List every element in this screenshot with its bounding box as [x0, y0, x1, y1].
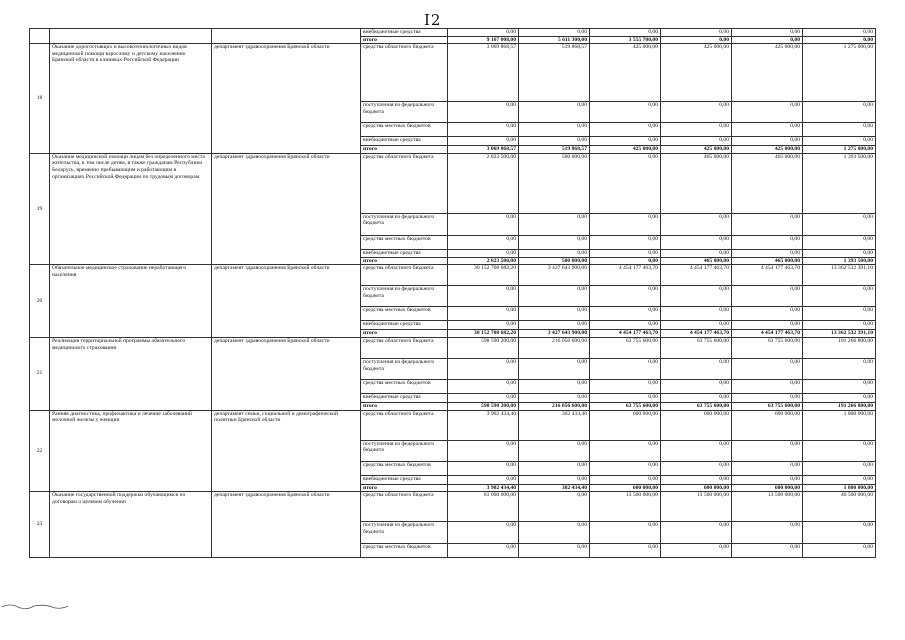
amount-cell: 0,00 — [590, 257, 661, 265]
amount-cell: 4 454 177 463,70 — [732, 265, 803, 286]
funding-source-cell: внебюджетные средства — [361, 249, 448, 257]
activity-name-cell — [50, 29, 212, 44]
funding-source-cell: итого — [361, 146, 448, 154]
amount-cell: 0,00 — [661, 461, 732, 475]
amount-cell: 0,00 — [661, 102, 732, 123]
funding-source-cell: средства местных бюджетов — [361, 544, 448, 558]
amount-cell: 302 434,40 — [519, 410, 590, 440]
funding-source-cell: средства местных бюджетов — [361, 379, 448, 393]
amount-cell: 0,00 — [661, 358, 732, 379]
amount-cell: 9 167 008,00 — [448, 36, 519, 44]
amount-cell: 0,00 — [448, 461, 519, 475]
row-number-cell: 21 — [30, 337, 50, 410]
funding-source-cell: поступления из федерального бюджета — [361, 440, 448, 461]
amount-cell: 0,00 — [803, 307, 876, 321]
amount-cell: 519 868,57 — [519, 146, 590, 154]
amount-cell: 0,00 — [590, 544, 661, 558]
amount-cell: 0,00 — [732, 249, 803, 257]
amount-cell: 0,00 — [448, 123, 519, 137]
table-row — [30, 153, 876, 213]
row-number-cell: 20 — [30, 265, 50, 338]
amount-cell: 0,00 — [590, 213, 661, 235]
amount-cell: 0,00 — [448, 379, 519, 393]
amount-cell: 1 393 500,00 — [803, 257, 876, 265]
funding-source-cell: средства местных бюджетов — [361, 123, 448, 137]
activity-name-cell: Обязательное медицинское страхование неработающего населения — [50, 265, 212, 338]
amount-cell: 0,00 — [803, 393, 876, 402]
amount-cell: 0,00 — [590, 235, 661, 249]
amount-cell: 0,00 — [590, 102, 661, 123]
amount-cell: 216 056 600,00 — [519, 402, 590, 410]
amount-cell: 0,00 — [448, 137, 519, 146]
amount-cell: 0,00 — [661, 307, 732, 321]
amount-cell: 0,00 — [803, 475, 876, 484]
amount-cell: 191 266 800,00 — [803, 402, 876, 410]
amount-cell: 0,00 — [590, 153, 661, 213]
amount-cell: 600 000,00 — [590, 410, 661, 440]
funding-source-cell: поступления из федерального бюджета — [361, 213, 448, 235]
amount-cell: 0,00 — [732, 379, 803, 393]
amount-cell: 1 800 000,00 — [803, 410, 876, 440]
amount-cell: 0,00 — [732, 36, 803, 44]
amount-cell: 3 555 700,00 — [590, 36, 661, 44]
funding-source-cell: поступления из федерального бюджета — [361, 522, 448, 544]
row-number-cell — [30, 29, 50, 44]
amount-cell: 0,00 — [519, 102, 590, 123]
amount-cell: 0,00 — [519, 213, 590, 235]
amount-cell: 0,00 — [661, 213, 732, 235]
amount-cell: 3 902 434,40 — [448, 484, 519, 492]
amount-cell: 0,00 — [590, 358, 661, 379]
amount-cell: 0,00 — [519, 379, 590, 393]
amount-cell: 600 000,00 — [732, 410, 803, 440]
funding-source-cell: средства местных бюджетов — [361, 235, 448, 249]
funding-source-cell: средства областного бюджета — [361, 337, 448, 358]
row-number-cell: 23 — [30, 492, 50, 558]
amount-cell: 0,00 — [519, 492, 590, 522]
funding-source-cell: итого — [361, 36, 448, 44]
funding-source-cell: итого — [361, 257, 448, 265]
funding-source-cell: внебюджетные средства — [361, 393, 448, 402]
amount-cell: 0,00 — [661, 475, 732, 484]
amount-cell: 0,00 — [590, 249, 661, 257]
amount-cell: 0,00 — [590, 440, 661, 461]
amount-cell: 0,00 — [519, 461, 590, 475]
amount-cell: 600 000,00 — [661, 410, 732, 440]
amount-cell: 0,00 — [448, 358, 519, 379]
amount-cell: 0,00 — [661, 522, 732, 544]
amount-cell: 0,00 — [448, 440, 519, 461]
amount-cell: 0,00 — [519, 321, 590, 330]
activity-name-cell: Оказание медицинской помощи лицам без определенного места жительства, в том числе детям, в также гражданам Республики Беларусь, временно пребывающим и работающим в организациях Российской Федерации по трудовым договорам — [50, 153, 212, 265]
amount-cell: 0,00 — [732, 102, 803, 123]
amount-cell: 3 427 643 900,00 — [519, 330, 590, 338]
amount-cell: 0,00 — [803, 137, 876, 146]
amount-cell: 0,00 — [732, 461, 803, 475]
amount-cell: 0,00 — [661, 440, 732, 461]
amount-cell: 0,00 — [661, 544, 732, 558]
amount-cell: 0,00 — [732, 123, 803, 137]
amount-cell: 4 454 177 463,70 — [661, 330, 732, 338]
amount-cell: 0,00 — [448, 249, 519, 257]
amount-cell: 0,00 — [803, 249, 876, 257]
amount-cell: 500 000,00 — [519, 153, 590, 213]
amount-cell: 0,00 — [803, 29, 876, 37]
executor-cell: департамент здравоохранения Брянской области — [212, 492, 361, 558]
amount-cell: 0,00 — [590, 286, 661, 307]
amount-cell: 0,00 — [803, 379, 876, 393]
amount-cell: 4 454 177 463,70 — [732, 330, 803, 338]
table-row — [30, 265, 876, 286]
amount-cell: 425 000,00 — [590, 44, 661, 102]
amount-cell: 0,00 — [732, 321, 803, 330]
amount-cell: 81 000 000,00 — [448, 492, 519, 522]
amount-cell: 0,00 — [590, 29, 661, 37]
handwritten-mark — [0, 599, 70, 611]
amount-cell: 63 755 600,00 — [732, 337, 803, 358]
funding-source-cell: средства областного бюджета — [361, 265, 448, 286]
amount-cell: 0,00 — [732, 393, 803, 402]
amount-cell: 0,00 — [732, 544, 803, 558]
activity-name-cell: Оказание государственной поддержки обучающимся по договорам о целевом обучении — [50, 492, 212, 558]
funding-source-cell: поступления из федерального бюджета — [361, 102, 448, 123]
amount-cell: 2 823 500,00 — [448, 257, 519, 265]
amount-cell: 30 152 708 682,20 — [448, 265, 519, 286]
activity-name-cell: Реализация территориальной программы обязательного медицинского страхования — [50, 337, 212, 410]
amount-cell: 0,00 — [448, 286, 519, 307]
amount-cell: 0,00 — [519, 358, 590, 379]
amount-cell: 0,00 — [519, 475, 590, 484]
executor-cell — [212, 29, 361, 44]
amount-cell: 1 275 000,00 — [803, 146, 876, 154]
executor-cell: департамент здравоохранения Брянской области — [212, 153, 361, 265]
amount-cell: 0,00 — [732, 475, 803, 484]
amount-cell: 0,00 — [448, 544, 519, 558]
amount-cell: 0,00 — [448, 475, 519, 484]
row-number-cell: 18 — [30, 44, 50, 154]
funding-source-cell: средства областного бюджета — [361, 153, 448, 213]
amount-cell: 0,00 — [448, 522, 519, 544]
amount-cell: 0,00 — [590, 522, 661, 544]
funding-source-cell: внебюджетные средства — [361, 321, 448, 330]
executor-cell: департамент здравоохранения Брянской области — [212, 265, 361, 338]
amount-cell: 0,00 — [519, 440, 590, 461]
amount-cell: 519 868,57 — [519, 44, 590, 102]
row-number-cell: 19 — [30, 153, 50, 265]
amount-cell: 13 500 000,00 — [661, 492, 732, 522]
amount-cell: 600 000,00 — [732, 484, 803, 492]
amount-cell: 600 000,00 — [661, 484, 732, 492]
amount-cell: 3 427 643 900,00 — [519, 265, 590, 286]
funding-source-cell: поступления из федерального бюджета — [361, 286, 448, 307]
amount-cell: 0,00 — [661, 249, 732, 257]
amount-cell: 0,00 — [732, 286, 803, 307]
amount-cell: 0,00 — [519, 29, 590, 37]
amount-cell: 4 454 177 463,70 — [590, 330, 661, 338]
funding-source-cell: внебюджетные средства — [361, 137, 448, 146]
amount-cell: 0,00 — [519, 522, 590, 544]
amount-cell: 0,00 — [661, 286, 732, 307]
amount-cell: 4 454 177 463,70 — [661, 265, 732, 286]
amount-cell: 0,00 — [519, 307, 590, 321]
amount-cell: 0,00 — [519, 235, 590, 249]
amount-cell: 465 000,00 — [732, 257, 803, 265]
table-row — [30, 44, 876, 102]
amount-cell: 0,00 — [448, 393, 519, 402]
funding-source-cell: средства областного бюджета — [361, 410, 448, 440]
amount-cell: 0,00 — [661, 123, 732, 137]
amount-cell: 0,00 — [661, 29, 732, 37]
amount-cell: 0,00 — [661, 235, 732, 249]
amount-cell: 5 611 300,00 — [519, 36, 590, 44]
amount-cell: 0,00 — [448, 307, 519, 321]
funding-source-cell: внебюджетные средства — [361, 475, 448, 484]
amount-cell: 0,00 — [590, 393, 661, 402]
amount-cell: 191 266 800,00 — [803, 337, 876, 358]
amount-cell: 4 454 177 463,70 — [590, 265, 661, 286]
amount-cell: 0,00 — [803, 321, 876, 330]
amount-cell: 0,00 — [590, 475, 661, 484]
amount-cell: 0,00 — [803, 213, 876, 235]
amount-cell: 0,00 — [803, 36, 876, 44]
funding-source-cell: средства местных бюджетов — [361, 461, 448, 475]
executor-cell: департамент здравоохранения Брянской области — [212, 337, 361, 410]
amount-cell: 425 000,00 — [661, 146, 732, 154]
amount-cell: 0,00 — [803, 440, 876, 461]
table-row — [30, 337, 876, 358]
amount-cell: 2 823 500,00 — [448, 153, 519, 213]
amount-cell: 0,00 — [448, 102, 519, 123]
amount-cell: 0,00 — [803, 522, 876, 544]
amount-cell: 0,00 — [732, 440, 803, 461]
activity-name-cell: Ранняя диагностика, профилактика и лечение заболеваний молочной железы у женщин — [50, 410, 212, 492]
amount-cell: 425 000,00 — [661, 44, 732, 102]
amount-cell: 598 590 200,00 — [448, 402, 519, 410]
amount-cell: 598 590 200,00 — [448, 337, 519, 358]
amount-cell: 13 362 532 391,10 — [803, 330, 876, 338]
amount-cell: 0,00 — [661, 393, 732, 402]
amount-cell: 63 755 600,00 — [661, 402, 732, 410]
executor-cell: департамент здравоохранения Брянской области — [212, 44, 361, 154]
amount-cell: 0,00 — [661, 36, 732, 44]
funding-source-cell: итого — [361, 402, 448, 410]
amount-cell: 0,00 — [590, 321, 661, 330]
amount-cell: 0,00 — [519, 544, 590, 558]
amount-cell: 13 500 000,00 — [732, 492, 803, 522]
amount-cell: 500 000,00 — [519, 257, 590, 265]
amount-cell: 13 362 532 391,10 — [803, 265, 876, 286]
amount-cell: 0,00 — [732, 137, 803, 146]
budget-table — [29, 28, 876, 558]
amount-cell: 0,00 — [590, 307, 661, 321]
amount-cell: 0,00 — [803, 461, 876, 475]
amount-cell: 0,00 — [732, 358, 803, 379]
amount-cell: 0,00 — [519, 393, 590, 402]
amount-cell: 1 393 500,00 — [803, 153, 876, 213]
amount-cell: 465 000,00 — [661, 153, 732, 213]
amount-cell: 0,00 — [448, 29, 519, 37]
amount-cell: 0,00 — [448, 321, 519, 330]
amount-cell: 600 000,00 — [590, 484, 661, 492]
table-row — [30, 29, 876, 37]
amount-cell: 0,00 — [732, 307, 803, 321]
amount-cell: 0,00 — [732, 235, 803, 249]
amount-cell: 0,00 — [590, 123, 661, 137]
activity-name-cell: Оказание дорогостоящих и высокотехнологичных видов медицинской помощи взрослому и детскому населению Брянской области в клиниках Российской Федерации — [50, 44, 212, 154]
amount-cell: 0,00 — [803, 544, 876, 558]
amount-cell: 0,00 — [590, 461, 661, 475]
row-number-cell: 22 — [30, 410, 50, 492]
amount-cell: 216 056 600,00 — [519, 337, 590, 358]
amount-cell: 13 500 000,00 — [590, 492, 661, 522]
amount-cell: 0,00 — [519, 123, 590, 137]
amount-cell: 425 000,00 — [732, 44, 803, 102]
amount-cell: 0,00 — [590, 379, 661, 393]
amount-cell: 0,00 — [732, 522, 803, 544]
funding-source-cell: средства областного бюджета — [361, 492, 448, 522]
amount-cell: 0,00 — [661, 379, 732, 393]
amount-cell: 425 000,00 — [590, 146, 661, 154]
amount-cell: 0,00 — [519, 286, 590, 307]
amount-cell: 465 000,00 — [661, 257, 732, 265]
amount-cell: 0,00 — [661, 321, 732, 330]
funding-source-cell: итого — [361, 484, 448, 492]
amount-cell: 0,00 — [732, 29, 803, 37]
amount-cell: 0,00 — [661, 137, 732, 146]
table-row — [30, 492, 876, 522]
amount-cell: 0,00 — [803, 235, 876, 249]
amount-cell: 63 755 600,00 — [732, 402, 803, 410]
amount-cell: 465 000,00 — [732, 153, 803, 213]
amount-cell: 63 755 600,00 — [661, 337, 732, 358]
amount-cell: 30 152 708 682,20 — [448, 330, 519, 338]
amount-cell: 0,00 — [590, 137, 661, 146]
page-number: I2 — [424, 11, 442, 29]
funding-source-cell: поступления из федерального бюджета — [361, 358, 448, 379]
amount-cell: 1 275 000,00 — [803, 44, 876, 102]
amount-cell: 63 755 600,00 — [590, 402, 661, 410]
amount-cell: 0,00 — [803, 102, 876, 123]
funding-source-cell: внебюджетные средства — [361, 29, 448, 37]
table-row — [30, 410, 876, 440]
amount-cell: 0,00 — [519, 137, 590, 146]
amount-cell: 0,00 — [732, 213, 803, 235]
amount-cell: 3 069 868,57 — [448, 146, 519, 154]
amount-cell: 0,00 — [803, 358, 876, 379]
amount-cell: 3 069 868,57 — [448, 44, 519, 102]
amount-cell: 0,00 — [448, 235, 519, 249]
amount-cell: 0,00 — [803, 286, 876, 307]
funding-source-cell: средства областного бюджета — [361, 44, 448, 102]
amount-cell: 3 902 434,40 — [448, 410, 519, 440]
amount-cell: 1 800 000,00 — [803, 484, 876, 492]
amount-cell: 40 500 000,00 — [803, 492, 876, 522]
amount-cell: 0,00 — [803, 123, 876, 137]
amount-cell: 0,00 — [448, 213, 519, 235]
funding-source-cell: средства местных бюджетов — [361, 307, 448, 321]
executor-cell: департамент семьи, социальной и демографической политики Брянской области — [212, 410, 361, 492]
funding-source-cell: итого — [361, 330, 448, 338]
amount-cell: 0,00 — [519, 249, 590, 257]
amount-cell: 63 755 600,00 — [590, 337, 661, 358]
amount-cell: 302 434,40 — [519, 484, 590, 492]
amount-cell: 425 000,00 — [732, 146, 803, 154]
